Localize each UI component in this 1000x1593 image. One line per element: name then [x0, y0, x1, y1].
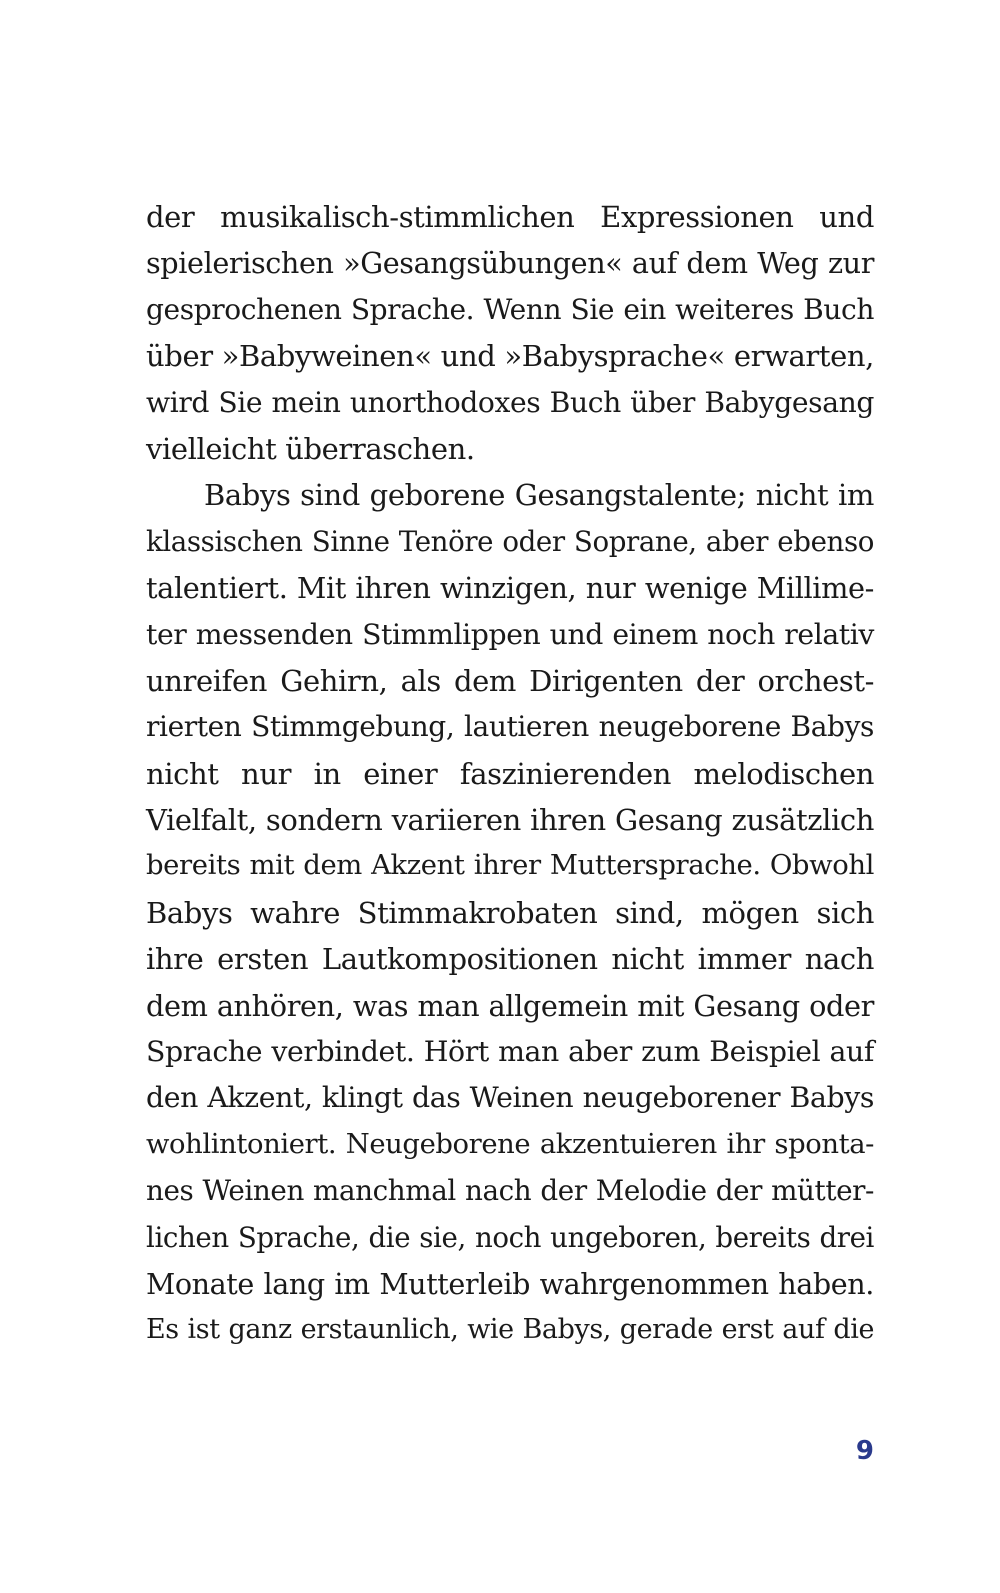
text-line: lichen Sprache, die sie, noch ungeboren, bereits drei — [146, 1220, 874, 1254]
paragraph-2 — [146, 472, 874, 1353]
text-line: ter messenden Stimmlippen und einem noch relativ — [146, 617, 874, 651]
text-line: ihre ersten Lautkompositionen nicht immer nach — [146, 942, 874, 977]
text-line: nicht nur in einer faszinierenden melodischen — [146, 756, 874, 791]
text-line: den Akzent, klingt das Weinen neugeborener Babys — [146, 1081, 874, 1115]
text-line: Es ist ganz erstaunlich, wie Babys, gerade erst auf die — [146, 1314, 874, 1346]
text-line: gesprochenen Sprache. Wenn Sie ein weiteres Buch — [146, 292, 874, 326]
text-line: rierten Stimmgebung, lautieren neugeborene Babys — [146, 710, 874, 744]
text-line: Babys wahre Stimmakrobaten sind, mögen sich — [146, 895, 874, 930]
text-line: vielleicht überraschen. — [146, 431, 475, 466]
text-line: bereits mit dem Akzent ihrer Muttersprache. Obwohl — [146, 850, 874, 882]
text-line: talentiert. Mit ihren winzigen, nur wenige Millime- — [146, 571, 874, 606]
text-line: klassischen Sinne Tenöre oder Soprane, aber ebenso — [146, 524, 874, 558]
text-line: über »Babyweinen« und »Babysprache« erwarten, — [146, 339, 874, 374]
body-text — [146, 194, 874, 1354]
text-line: der musikalisch-stimmlichen Expressionen und — [146, 200, 874, 234]
text-line: wohlintoniert. Neugeborene akzentuieren ihr sponta- — [146, 1128, 874, 1160]
text-line: Vielfalt, sondern variieren ihren Gesang zusätzlich — [146, 803, 874, 838]
paragraph-1 — [146, 194, 874, 472]
text-line: spielerischen »Gesangsübungen« auf dem Weg zur — [146, 246, 874, 281]
text-line: nes Weinen manchmal nach der Melodie der mütter- — [146, 1174, 874, 1208]
text-line: Babys sind geborene Gesangstalente; nicht im — [204, 478, 874, 513]
page-number: 9 — [855, 1436, 874, 1466]
text-line: wird Sie mein unorthodoxes Buch über Babygesang — [146, 385, 874, 419]
text-line: dem anhören, was man allgemein mit Gesang oder — [146, 988, 874, 1023]
text-line: Sprache verbindet. Hört man aber zum Beispiel auf — [146, 1035, 874, 1069]
text-line: unreifen Gehirn, als dem Dirigenten der orchest- — [146, 663, 874, 698]
text-line: Monate lang im Mutterleib wahrgenommen haben. — [146, 1266, 874, 1301]
